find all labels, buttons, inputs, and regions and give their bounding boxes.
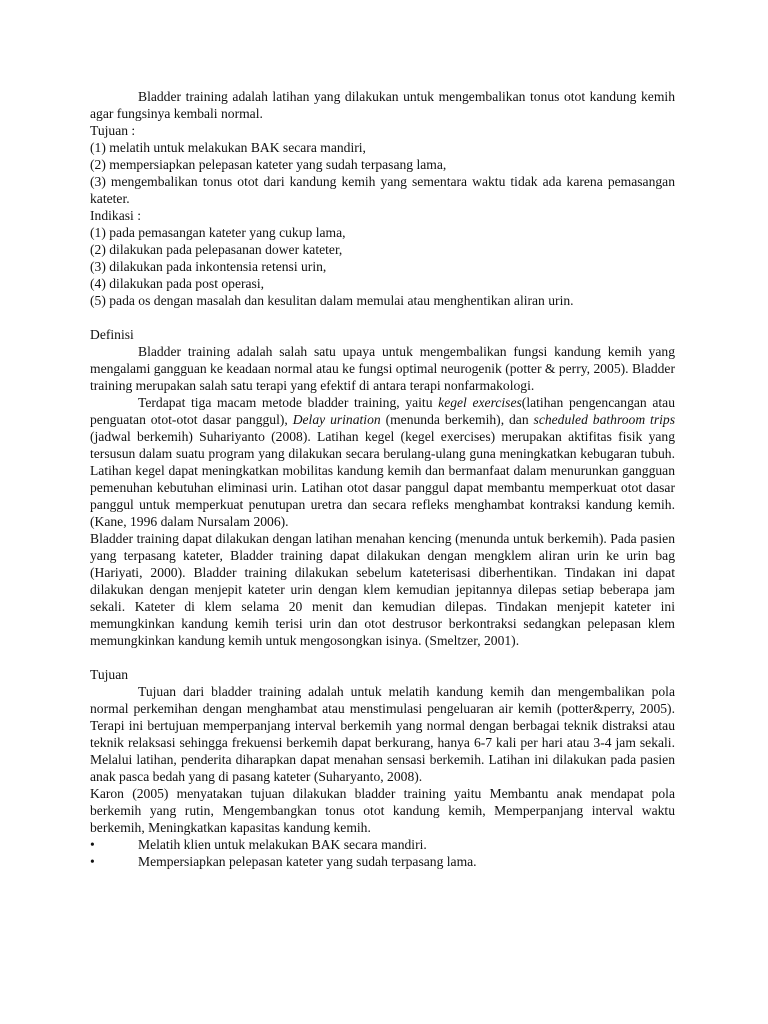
- indikasi-item-3: (3) dilakukan pada inkontensia retensi urin,: [90, 259, 327, 274]
- definisi-heading: Definisi: [90, 327, 134, 342]
- tujuan-paragraph-2: Karon (2005) menyatakan tujuan dilakukan bladder training yaitu Membantu anak mendapat pola berkemih yang rutin, Mengembangkan tonus otot kandung kemih, Memperpanjang interval waktu berkemih, Meningkatkan kapasitas kandung kemih.: [90, 786, 675, 835]
- indikasi-item-1: (1) pada pemasangan kateter yang cukup lama,: [90, 225, 346, 240]
- indikasi-item-4: (4) dilakukan pada post operasi,: [90, 276, 265, 291]
- term-delay-urination: Delay urination: [292, 412, 381, 427]
- tujuan-item-3: (3) mengembalikan tonus otot dari kandung kemih yang sementara waktu tidak ada karena pemasangan kateter.: [90, 174, 675, 206]
- document-body: [90, 88, 675, 870]
- tujuan-item-1: (1) melatih untuk melakukan BAK secara mandiri,: [90, 140, 366, 155]
- tujuan-item-2: (2) mempersiapkan pelepasan kateter yang sudah terpasang lama,: [90, 157, 447, 172]
- term-kegel-exercises: kegel exercises: [438, 395, 522, 410]
- bullet-text-2: Mempersiapkan pelepasan kateter yang sudah terpasang lama.: [138, 854, 477, 869]
- definisi-paragraph-2: [90, 394, 675, 530]
- definisi-paragraph-1: Bladder training adalah salah satu upaya untuk mengembalikan fungsi kandung kemih yang mengalami gangguan ke keadaan normal atau ke fungsi optimal neurogenik (potter & perry, 2005). Bladder training merupakan salah satu terapi yang efektif di antara terapi nonfarmakologi.: [90, 344, 675, 393]
- bullet-text-1: Melatih klien untuk melakukan BAK secara mandiri.: [138, 837, 427, 852]
- tujuan-paragraph-1: Tujuan dari bladder training adalah untuk melatih kandung kemih dan mengembalikan pola normal perkemihan dengan menghambat atau menstimulasi pengeluaran air kemih (potter&perry, 2005). Terapi ini bertujuan memperpanjang interval berkemih yang normal dengan berbagai teknik distraksi atau teknik relaksasi sehingga frekuensi berkemih dapat berkurang, hanya 6-7 kali per hari atau 3-4 jam sekali. Melalui latihan, penderita diharapkan dapat menahan sensasi berkemih. Latihan ini dilakukan pada pasien anak pasca bedah yang di pasang kateter (Suharyanto, 2008).: [90, 684, 675, 784]
- term-scheduled-bathroom-trips: scheduled bathroom trips: [533, 412, 675, 427]
- bullet-item-1: [90, 836, 675, 853]
- definisi-p2-text-a: Terdapat tiga macam metode bladder training, yaitu: [138, 395, 439, 410]
- indikasi-item-2: (2) dilakukan pada pelepasanan dower kateter,: [90, 242, 343, 257]
- intro-paragraph: Bladder training adalah latihan yang dilakukan untuk mengembalikan tonus otot kandung kemih agar fungsinya kembali normal.: [90, 89, 675, 121]
- spacer: [90, 309, 675, 326]
- definisi-p2-text-c: (menunda berkemih), dan: [380, 412, 534, 427]
- indikasi-label: Indikasi :: [90, 208, 141, 223]
- bullet-icon: •: [90, 854, 95, 869]
- definisi-paragraph-3: Bladder training dapat dilakukan dengan latihan menahan kencing (menunda untuk berkemih). Pada pasien yang terpasang kateter, Bladder training dapat dilakukan dengan mengklem aliran urin ke urin bag (Hariyati, 2000). Bladder training dilakukan sebelum kateterisasi diberhentikan. Tindakan ini dapat dilakukan dengan menjepit kateter urin dengan klem kemudian jepitannya dilepas setiap beberapa jam sekali. Kateter di klem selama 20 menit dan kemudian dilepas. Tindakan menjepit kateter ini memungkinkan kandung kemih terisi urin dan otot destrusor berkontraksi sedangkan pelepasan klem memungkinkan kandung kemih untuk mengosongkan isinya. (Smeltzer, 2001).: [90, 531, 675, 648]
- tujuan-heading: Tujuan: [90, 667, 129, 682]
- definisi-p2-text-d: (jadwal berkemih) Suhariyanto (2008). Latihan kegel (kegel exercises) merupakan aktifitas fisik yang tersusun dalam suatu program yang dilakukan secara berulang-ulang guna meningkatkan kebugaran tubuh. Latihan kegel dapat meningkatkan mobilitas kandung kemih dan bermanfaat dalam menurunkan gangguan pemenuhan kebutuhan eliminasi urin. Latihan otot dasar panggul dapat membantu memperkuat otot dasar panggul untuk memperkuat penutupan uretra dan secara refleks menghambat kontraksi kandung kemih. (Kane, 1996 dalam Nursalam 2006).: [90, 429, 675, 529]
- bullet-icon: •: [90, 837, 95, 852]
- indikasi-item-5: (5) pada os dengan masalah dan kesulitan dalam memulai atau menghentikan aliran urin.: [90, 293, 574, 308]
- tujuan-label: Tujuan :: [90, 123, 136, 138]
- bullet-item-2: [90, 853, 675, 870]
- definisi-p2-text-b: (latihan pengencangan atau penguatan otot-otot dasar panggul),: [90, 395, 675, 427]
- spacer: [90, 649, 675, 666]
